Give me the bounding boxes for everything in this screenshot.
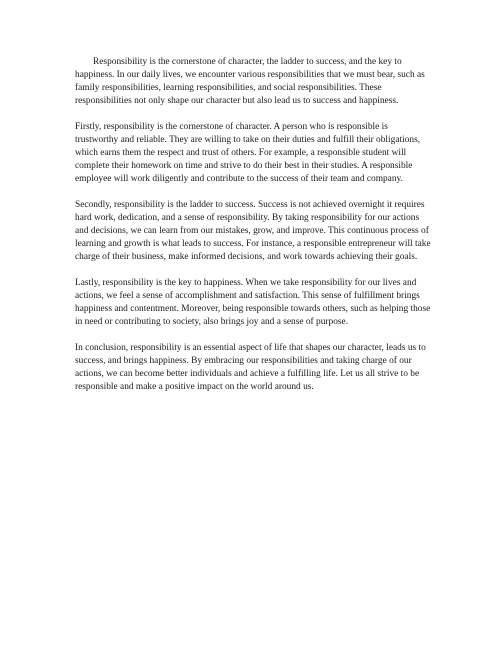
paragraph-intro: Responsibility is the cornerstone of character, the ladder to success, and the key to happiness. In our daily lives, we encounter various responsibilities that we must bear, such as family responsibilities, learning responsibilities, and social responsibilities. These responsibilities not only shape our character but also lead us to success and happiness. (75, 57, 425, 106)
paragraph-conclusion: In conclusion, responsibility is an essential aspect of life that shapes our character, leads us to success, and brings happiness. By embracing our responsibilities and taking charge of our actions, we can become better individuals and achieve a fulfilling life. Let us all strive to be responsible and make a positive impact on the world around us. (75, 343, 426, 392)
paragraph-happiness: Lastly, responsibility is the key to happiness. When we take responsibility for our lives and actions, we feel a sense of accomplishment and satisfaction. This sense of fulfillment brings happiness and contentment. Moreover, being responsible towards others, such as helping those in need or contributing to society, also brings joy and a sense of purpose. (75, 278, 431, 327)
paragraph-success: Secondly, responsibility is the ladder to success. Success is not achieved overnight it requires hard work, dedication, and a sense of responsibility. By taking responsibility for our actions and decisions, we can learn from our mistakes, grow, and improve. This continuous process of learning and growth is what leads to success. For instance, a responsible entrepreneur will take charge of their business, make informed decisions, and work towards achieving their goals. (75, 200, 431, 262)
document-body (75, 56, 431, 407)
paragraph-character: Firstly, responsibility is the cornerstone of character. A person who is responsible is trustworthy and reliable. They are willing to take on their duties and fulfill their obligations, which earns them the respect and trust of others. For example, a responsible student will complete their homework on time and strive to do their best in their studies. A responsible employee will work diligently and contribute to the success of their team and company. (75, 122, 421, 184)
